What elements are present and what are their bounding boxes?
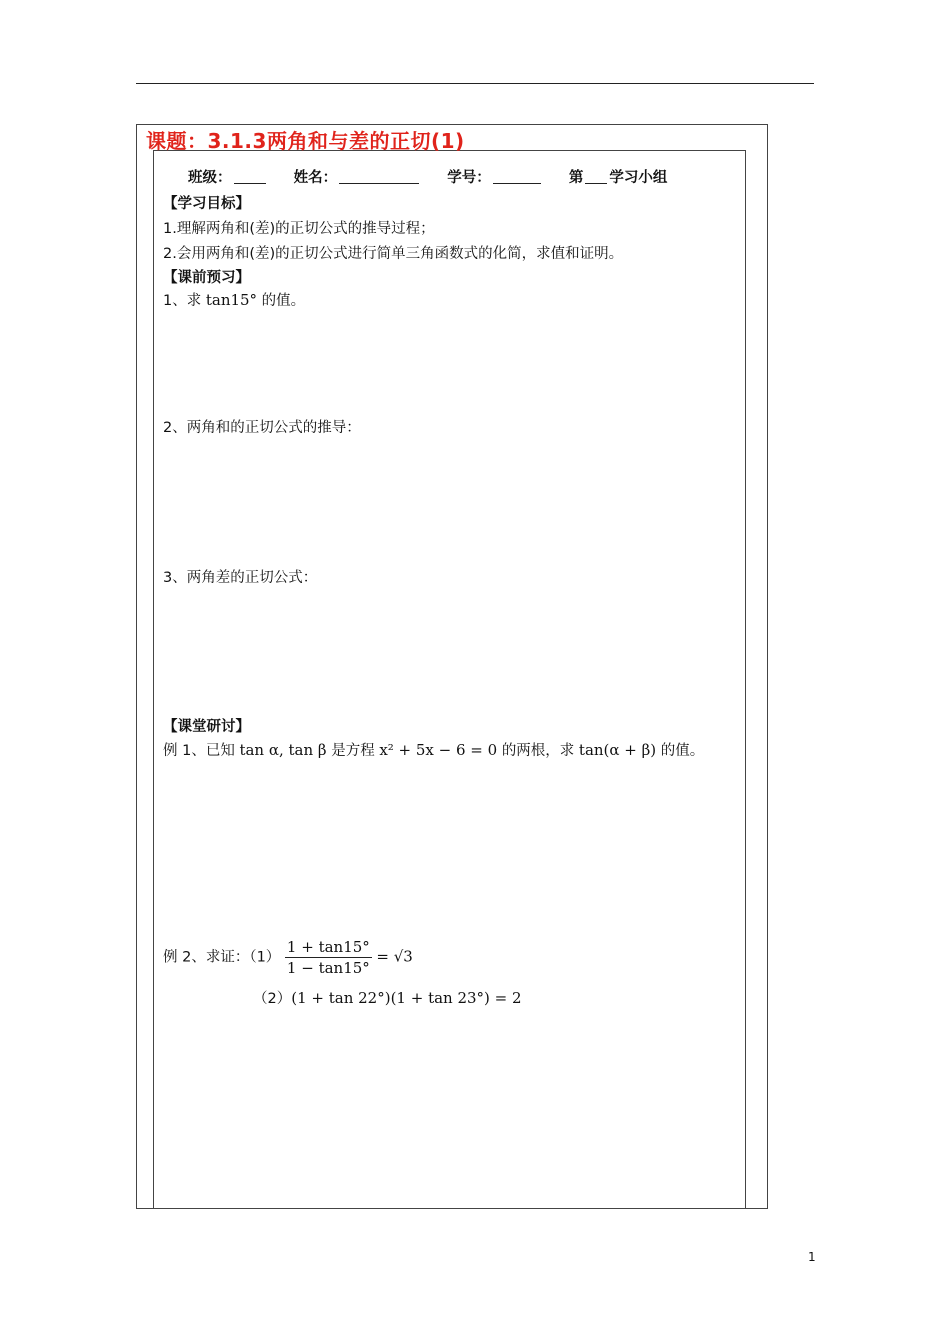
preview-question-3: 3、两角差的正切公式：	[163, 570, 318, 586]
name-label: 姓名：	[293, 170, 338, 186]
ex2-fraction-numerator: 1 + tan15°	[286, 938, 370, 956]
preview-question-2: 2、两角和的正切公式的推导：	[163, 420, 361, 436]
ex1-prefix: 例 1、已知	[163, 743, 235, 759]
study-heading: 【课堂研讨】	[163, 719, 250, 735]
ex2-fraction-denominator: 1 − tan15°	[286, 959, 370, 977]
ex2-rhs: = √3	[376, 947, 413, 966]
ex2-prefix: 例 2、求证：（1）	[163, 949, 281, 966]
page-number: 1	[808, 1250, 816, 1264]
class-blank[interactable]	[234, 169, 266, 184]
ex2-part2-formula: (1 + tan 22°)(1 + tan 23°) = 2	[291, 989, 522, 1007]
ex2-fraction	[285, 938, 372, 977]
q1-formula: tan15°	[205, 291, 258, 309]
preview-heading: 【课前预习】	[163, 270, 250, 286]
goals-heading: 【学习目标】	[163, 196, 250, 212]
group-suffix: 学习小组	[609, 170, 668, 186]
id-blank[interactable]	[493, 169, 541, 184]
ex1-formula-equation: x² + 5x − 6 = 0	[379, 741, 498, 759]
ex1-mid: 是方程	[331, 743, 375, 759]
ex1-suffix: 的值。	[660, 743, 705, 759]
q1-prefix: 1、求	[163, 293, 202, 309]
ex1-mid2: 的两根，求	[501, 743, 575, 759]
goal-item-1: 1.理解两角和(差)的正切公式的推导过程；	[163, 221, 435, 237]
group-prefix: 第	[568, 170, 584, 186]
q1-suffix: 的值。	[261, 293, 306, 309]
student-info-row	[188, 166, 667, 187]
example-1	[163, 739, 704, 760]
example-2-part-1	[163, 938, 413, 977]
ex2-part2-label: （2）	[253, 991, 292, 1007]
page-title: 课题：3.1.3两角和与差的正切(1)	[146, 129, 465, 153]
name-blank[interactable]	[339, 169, 419, 184]
class-label: 班级：	[188, 170, 232, 186]
ex1-formula-sum: tan(α + β)	[578, 741, 657, 759]
id-label: 学号：	[447, 170, 491, 186]
goal-item-2: 2.会用两角和(差)的正切公式进行简单三角函数式的化简，求值和证明。	[163, 246, 624, 262]
header-rule	[136, 83, 814, 84]
group-blank[interactable]	[585, 169, 607, 184]
preview-question-1	[163, 289, 305, 310]
example-2-part-2	[253, 987, 522, 1008]
ex1-formula-tan: tan α, tan β	[239, 741, 327, 759]
